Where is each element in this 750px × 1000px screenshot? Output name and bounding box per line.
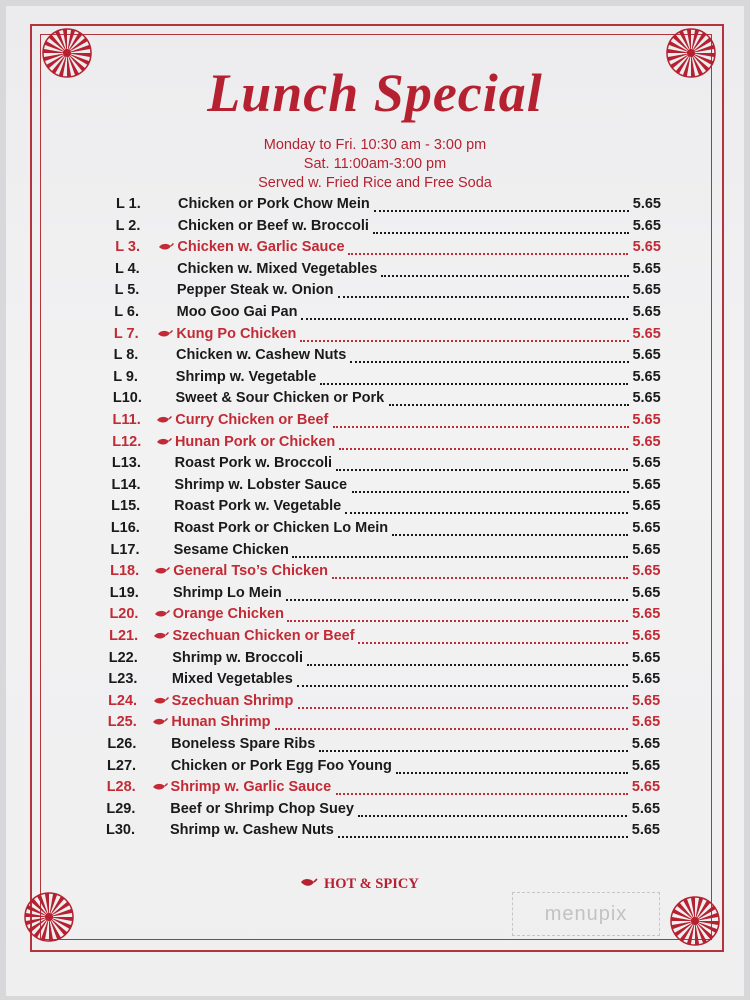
hot-pepper-icon: [156, 436, 172, 448]
item-code: L20.: [109, 606, 139, 623]
menu-item: [106, 822, 660, 842]
item-code: L26.: [107, 736, 137, 752]
dot-leader: [275, 714, 628, 730]
item-price: 5.65: [632, 390, 661, 407]
menu-item: [108, 714, 660, 734]
item-code: L 3.: [115, 239, 141, 256]
item-name: Mixed Vegetables: [171, 671, 293, 688]
item-code: L30.: [106, 822, 136, 839]
item-name: Chicken or Beef w. Broccoli: [177, 217, 369, 234]
item-name: Shrimp w. Garlic Sauce: [170, 779, 332, 796]
dot-leader: [373, 218, 629, 234]
item-name: General Tso’s Chicken: [173, 563, 329, 580]
watermark: menupix: [512, 892, 660, 936]
dot-leader: [319, 736, 628, 752]
dot-leader: [389, 390, 629, 406]
menu-item: [112, 455, 661, 475]
spicy-legend: [300, 876, 419, 893]
menu-item: [113, 369, 660, 389]
dot-leader: [301, 304, 628, 320]
item-code: L14.: [111, 476, 141, 493]
menu-item: [111, 498, 660, 518]
menu-item: [115, 261, 661, 281]
menu-item: [116, 218, 661, 238]
item-name: Chicken w. Cashew Nuts: [176, 347, 347, 364]
item-price: 5.65: [632, 412, 661, 428]
item-price: 5.65: [631, 757, 661, 774]
item-code: L12.: [112, 433, 142, 450]
item-code: L22.: [108, 649, 138, 666]
item-name: Chicken w. Mixed Vegetables: [177, 260, 378, 277]
item-code: L 1.: [116, 196, 141, 212]
item-code: L18.: [110, 563, 140, 580]
hours-weekday: Monday to Fri. 10:30 am - 3:00 pm: [263, 137, 487, 153]
item-code: L21.: [109, 628, 139, 644]
item-code: L10.: [112, 390, 142, 407]
item-code: L15.: [111, 498, 141, 515]
hot-pepper-icon: [153, 695, 169, 707]
item-price: 5.65: [632, 282, 661, 299]
item-name: Shrimp Lo Mein: [173, 584, 282, 601]
item-code: L27.: [107, 757, 137, 774]
dot-leader: [392, 520, 628, 536]
menu-item: [107, 736, 660, 756]
menu-item: [114, 347, 661, 367]
item-name: Curry Chicken or Beef: [175, 412, 329, 428]
hot-pepper-icon: [152, 716, 168, 728]
dot-leader: [345, 498, 628, 514]
item-price: 5.65: [631, 779, 661, 796]
item-code: L24.: [108, 692, 138, 709]
dot-leader: [332, 563, 628, 579]
item-price: 5.65: [632, 433, 661, 450]
item-name: Chicken w. Garlic Sauce: [177, 239, 345, 256]
item-name: Chicken or Pork Egg Foo Young: [170, 757, 392, 774]
menu-item: [106, 801, 660, 821]
item-name: Hunan Shrimp: [171, 714, 271, 731]
item-code: L11.: [112, 412, 141, 428]
item-price: 5.65: [632, 606, 661, 623]
item-name: Hunan Pork or Chicken: [174, 433, 336, 450]
item-price: 5.65: [632, 260, 661, 277]
menu-item: [109, 606, 660, 626]
item-price: 5.65: [632, 476, 661, 493]
item-code: L19.: [109, 584, 139, 601]
hot-pepper-icon: [157, 328, 173, 340]
hours-saturday: Sat. 11:00am-3:00 pm: [303, 156, 447, 172]
dot-leader: [358, 801, 627, 817]
dot-leader: [320, 369, 628, 385]
item-name: Moo Goo Gai Pan: [176, 304, 298, 320]
menu-item: [112, 477, 661, 497]
item-price: 5.65: [632, 325, 661, 342]
item-name: Sweet & Sour Chicken or Pork: [175, 390, 385, 407]
item-price: 5.65: [632, 563, 661, 580]
dot-leader: [336, 455, 628, 471]
menu-item: [109, 628, 660, 648]
item-name: Chicken or Pork Chow Mein: [178, 196, 370, 212]
dot-leader: [292, 542, 628, 558]
item-code: L13.: [111, 455, 141, 472]
dot-leader: [339, 434, 628, 450]
menu-item: [108, 693, 660, 713]
dot-leader: [352, 477, 629, 493]
hot-pepper-icon: [300, 877, 318, 889]
item-name: Shrimp w. Vegetable: [175, 368, 317, 385]
dot-leader: [396, 758, 628, 774]
item-code: L 8.: [113, 347, 139, 364]
item-code: L 5.: [114, 282, 140, 299]
item-name: Kung Po Chicken: [176, 325, 297, 342]
item-price: 5.65: [632, 239, 661, 256]
item-name: Szechuan Chicken or Beef: [172, 628, 355, 644]
menu-item: [111, 520, 661, 540]
item-price: 5.65: [631, 692, 661, 709]
menu-item: [110, 542, 660, 562]
item-price: 5.65: [631, 822, 660, 839]
dot-leader: [298, 693, 628, 709]
item-price: 5.65: [631, 671, 661, 688]
page-title: Lunch Special: [207, 63, 543, 123]
item-price: 5.65: [632, 196, 661, 212]
menu-item: [115, 282, 661, 302]
hot-pepper-icon: [156, 414, 172, 426]
item-price: 5.65: [632, 541, 661, 558]
item-name: Szechuan Shrimp: [171, 692, 294, 709]
menu-item: [116, 196, 661, 216]
dot-leader: [333, 412, 629, 428]
hot-pepper-icon: [154, 608, 170, 620]
item-code: L25.: [107, 714, 137, 731]
item-code: L 6.: [114, 304, 139, 320]
item-name: Sesame Chicken: [173, 541, 289, 558]
item-name: Boneless Spare Ribs: [171, 736, 316, 752]
item-name: Shrimp w. Broccoli: [172, 649, 303, 666]
item-code: L16.: [110, 520, 140, 536]
item-price: 5.65: [632, 455, 661, 472]
dot-leader: [286, 585, 628, 601]
menu-item: [107, 758, 660, 778]
menu-item: [109, 650, 661, 670]
dot-leader: [336, 779, 628, 795]
item-price: 5.65: [632, 520, 661, 536]
item-name: Shrimp w. Lobster Sauce: [174, 476, 348, 493]
item-code: L17.: [110, 541, 140, 558]
menu-item: [115, 239, 661, 259]
item-code: L23.: [108, 671, 138, 688]
item-price: 5.65: [632, 217, 661, 234]
item-name: Pepper Steak w. Onion: [176, 282, 334, 299]
hot-pepper-icon: [158, 241, 174, 253]
dot-leader: [287, 606, 628, 622]
item-name: Shrimp w. Cashew Nuts: [170, 822, 334, 839]
item-price: 5.65: [632, 498, 661, 515]
item-name: Roast Pork w. Broccoli: [174, 455, 333, 472]
menu-item: [113, 412, 661, 432]
item-name: Roast Pork or Chicken Lo Mein: [173, 520, 389, 536]
menu-item: [114, 304, 661, 324]
menu-item: [107, 779, 660, 799]
item-price: 5.65: [632, 368, 661, 385]
item-price: 5.65: [632, 649, 661, 666]
item-code: L 4.: [114, 260, 140, 277]
item-price: 5.65: [631, 736, 661, 752]
menu-item: [112, 434, 660, 454]
dot-leader: [358, 628, 628, 644]
item-code: L 2.: [115, 217, 141, 234]
menu-item: [110, 563, 660, 583]
item-name: Beef or Shrimp Chop Suey: [170, 800, 354, 817]
item-price: 5.65: [632, 628, 661, 644]
menu-item: [110, 585, 661, 605]
dot-leader: [300, 326, 629, 342]
item-price: 5.65: [632, 304, 661, 320]
dot-leader: [350, 347, 629, 363]
item-code: L 9.: [113, 368, 138, 385]
item-price: 5.65: [632, 584, 661, 601]
menu-item: [108, 671, 660, 691]
item-code: L28.: [106, 779, 136, 796]
dot-leader: [348, 239, 628, 255]
item-code: L29.: [106, 800, 136, 817]
dot-leader: [307, 650, 628, 666]
item-name: Orange Chicken: [172, 606, 284, 623]
item-name: Roast Pork w. Vegetable: [174, 498, 342, 515]
item-price: 5.65: [632, 347, 661, 364]
dot-leader: [297, 671, 628, 687]
item-code: L 7.: [113, 325, 139, 342]
dot-leader: [374, 196, 629, 212]
hot-pepper-icon: [153, 630, 169, 642]
dot-leader: [381, 261, 629, 277]
hot-pepper-icon: [154, 565, 170, 577]
dot-leader: [338, 282, 629, 298]
served-with-note: Served w. Fried Rice and Free Soda: [258, 175, 492, 191]
menu-item: [113, 390, 661, 410]
hot-pepper-icon: [152, 781, 168, 793]
item-price: 5.65: [631, 800, 661, 817]
menu-item: [114, 326, 661, 346]
spicy-legend-label: HOT & SPICY: [324, 876, 419, 892]
item-price: 5.65: [631, 714, 661, 731]
dot-leader: [338, 822, 628, 838]
